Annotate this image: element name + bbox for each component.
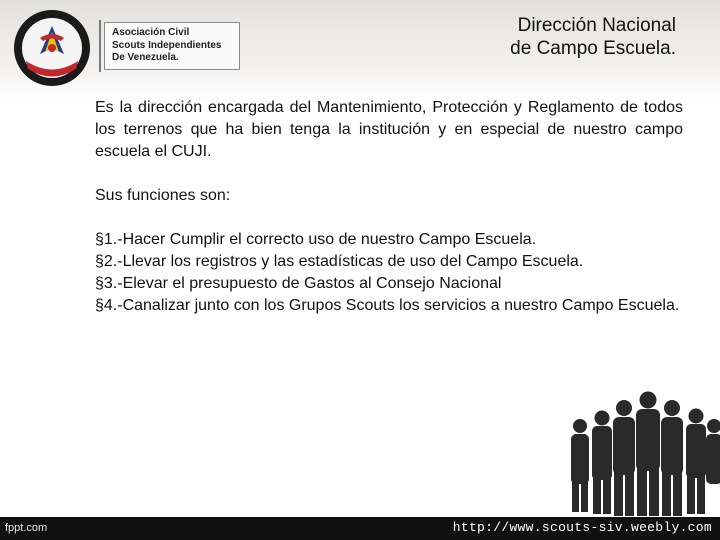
- org-line-2: Scouts Independientes: [112, 39, 222, 51]
- footer-url[interactable]: http://www.scouts-siv.weebly.com: [452, 520, 712, 535]
- function-item-1: §1.-Hacer Cumplir el correcto uso de nuestro Campo Escuela.: [95, 231, 537, 248]
- intro-paragraph: Es la dirección encargada del Mantenimiento, Protección y Reglamento de todos los terrenos que ha bien tenga la institución y en especial de nuestro campo escuela el CUJI.: [95, 99, 683, 160]
- functions-heading: Sus funciones son:: [95, 187, 231, 204]
- function-item-4: §4.-Canalizar junto con los Grupos Scouts los servicios a nuestro Campo Escuela.: [95, 297, 680, 314]
- org-line-3: De Venezuela.: [112, 52, 179, 63]
- organization-box: [104, 22, 240, 70]
- function-item-2: §2.-Llevar los registros y las estadísticas de uso del Campo Escuela.: [95, 253, 584, 270]
- title-line-1: Dirección Nacional: [517, 15, 676, 36]
- title-line-2: de Campo Escuela.: [510, 38, 676, 59]
- header-divider: [99, 20, 101, 72]
- slide-title: [510, 14, 676, 60]
- scouts-venezuela-logo: [12, 8, 92, 88]
- function-item-3: §3.-Elevar el presupuesto de Gastos al Consejo Nacional: [95, 275, 502, 292]
- slide-content: [95, 97, 683, 317]
- org-line-1: Asociación Civil: [112, 27, 190, 38]
- business-people-silhouettes: [560, 378, 720, 518]
- footer-brand: fppt.com: [5, 522, 48, 534]
- functions-list: [95, 229, 683, 317]
